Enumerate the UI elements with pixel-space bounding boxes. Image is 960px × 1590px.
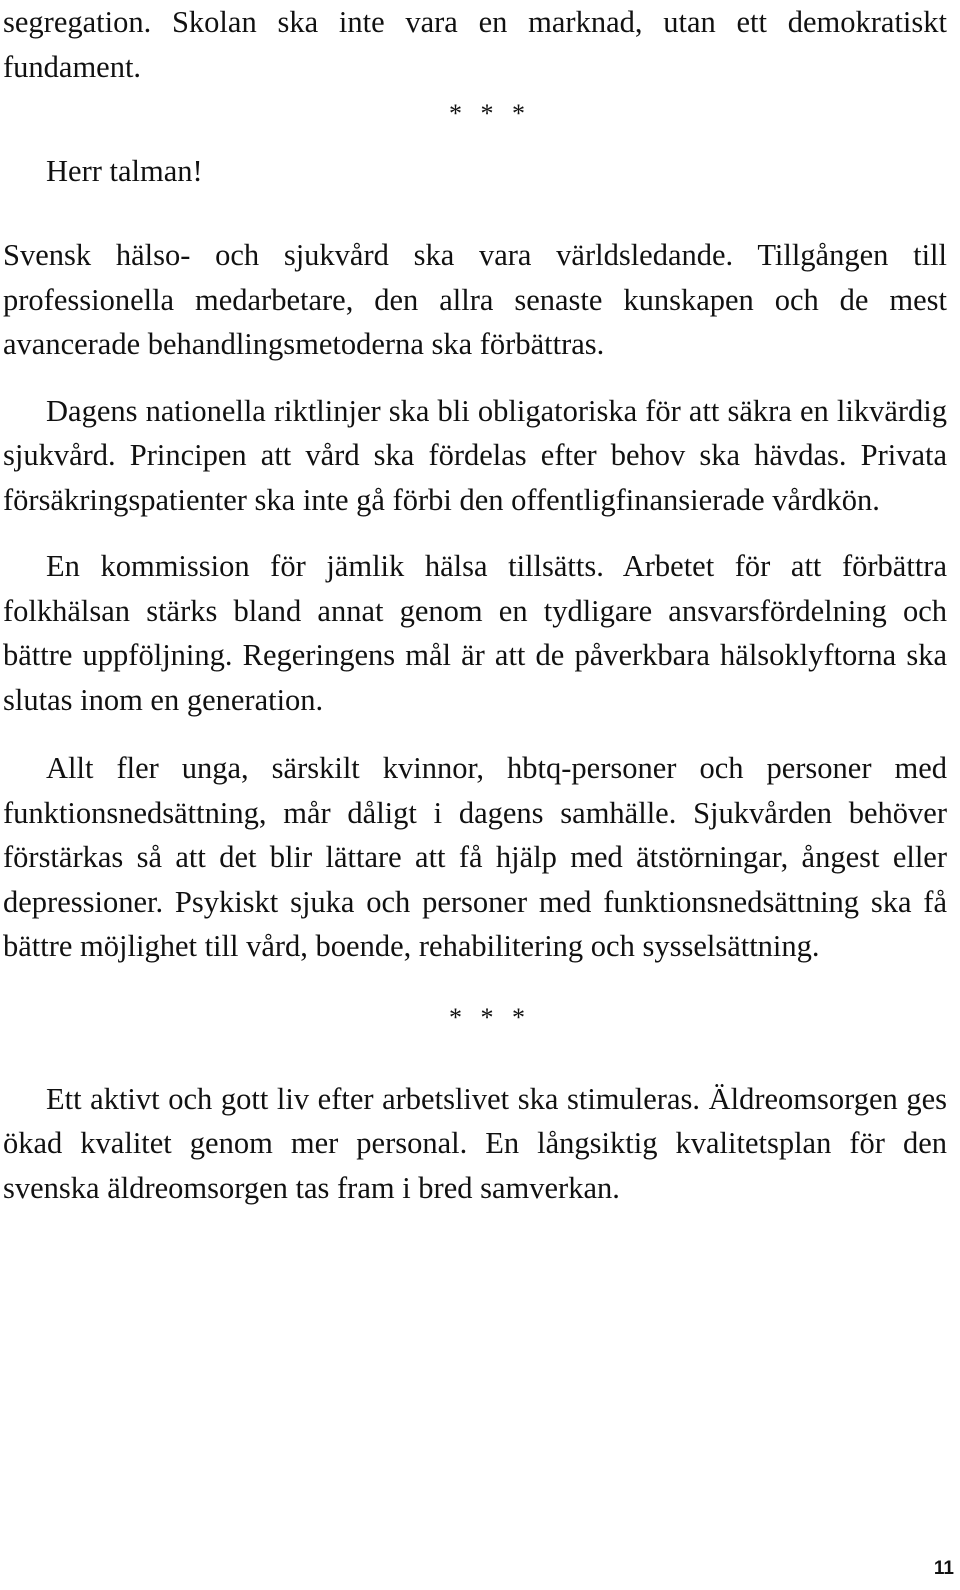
paragraph-commission: En kommission för jämlik hälsa tillsätts. Arbetet för att förbättra folkhälsan stärks bland annat genom en tydligare ansvarsfördelning och bättre uppföljning. Regeringens mål är att de påverkbara hälsoklyftorna ska slutas inom en generation. bbox=[3, 549, 947, 717]
document-page bbox=[3, 0, 947, 1210]
salutation: Herr talman! bbox=[46, 154, 203, 188]
paragraph-healthcare: Svensk hälso- och sjukvård ska vara världsledande. Tillgången till professionella medarbetare, den allra senaste kunskapen och de mest avancerade behandlingsmetoderna ska förbättras. bbox=[3, 238, 947, 361]
section-separator: * * * bbox=[449, 1002, 531, 1032]
opening-paragraph: segregation. Skolan ska inte vara en marknad, utan ett demokratiskt fundament. bbox=[3, 5, 947, 84]
paragraph-mental-health: Allt fler unga, särskilt kvinnor, hbtq-personer och personer med funktionsnedsättning, mår dåligt i dagens samhälle. Sjukvården behöver förstärkas så att det blir lättare att få hjälp med ätstörningar, ångest eller depressioner. Psykiskt sjuka och personer med funktionsnedsättning ska få bättre möjlighet till vård, boende, rehabilitering och sysselsättning. bbox=[3, 751, 947, 963]
paragraph-guidelines: Dagens nationella riktlinjer ska bli obligatoriska för att säkra en likvärdig sjukvård. Principen att vård ska fördelas efter behov ska hävdas. Privata försäkringspatienter ska inte gå förbi den offentligfinansierade vårdkön. bbox=[3, 393, 947, 517]
paragraph-elderly-care: Ett aktivt och gott liv efter arbetslivet ska stimuleras. Äldreomsorgen ges ökad kvalitet genom mer personal. En långsiktig kvalitetsplan för den svenska äldreomsorgen tas fram i bred samverkan. bbox=[3, 1081, 947, 1205]
page-number: 11 bbox=[933, 1558, 954, 1579]
section-separator: * * * bbox=[449, 99, 531, 128]
